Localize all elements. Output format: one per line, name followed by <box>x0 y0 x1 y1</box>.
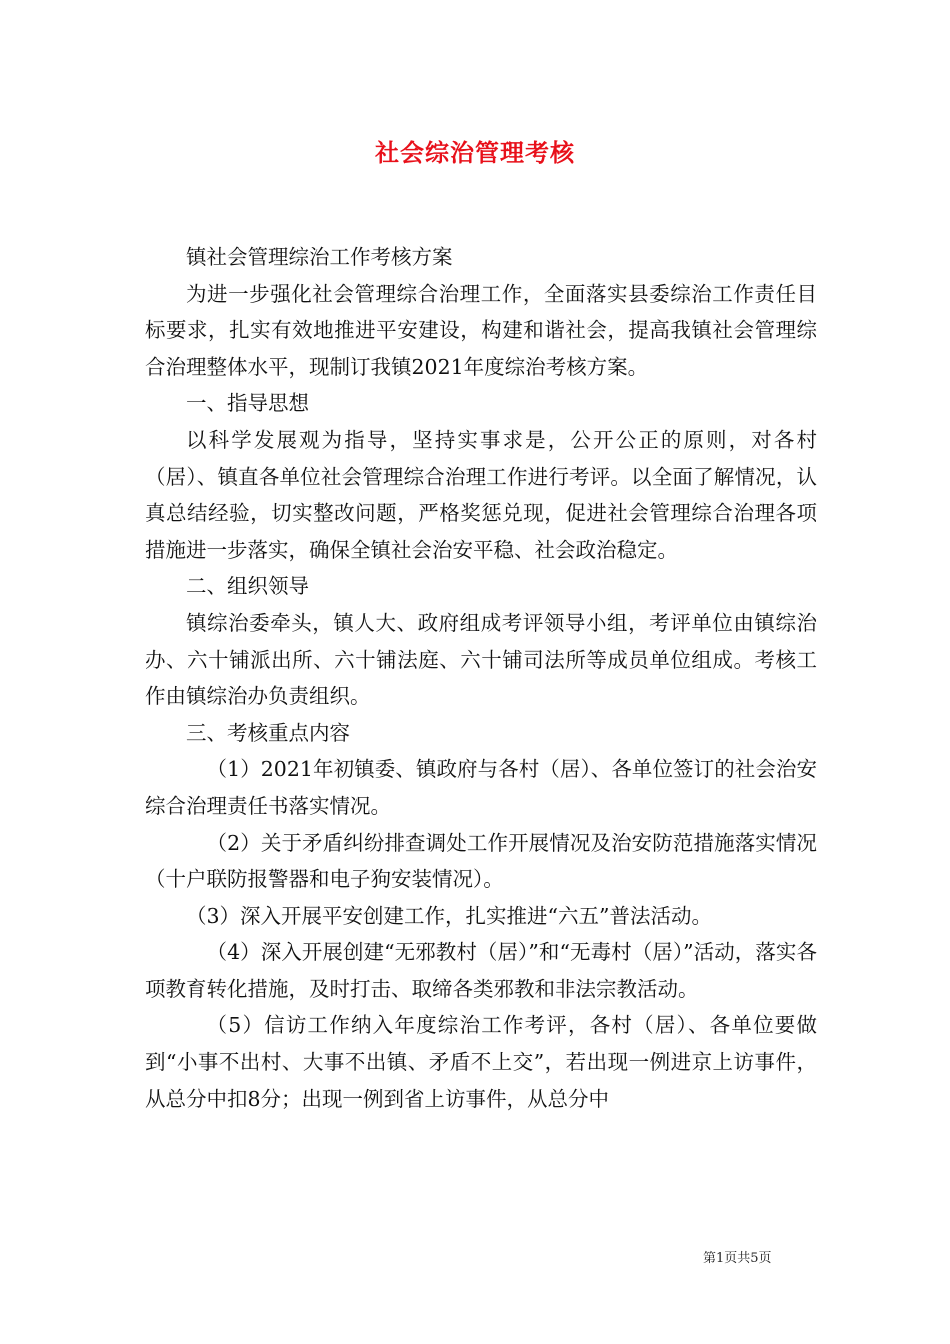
list-item-3: （3）深入开展平安创建工作，扎实推进“六五”普法活动。 <box>186 903 713 928</box>
document-body <box>145 239 817 1117</box>
paragraph-intro: 为进一步强化社会管理综合治理工作，全面落实县委综治工作责任目标要求，扎实有效地推进平安建设，构建和谐社会，提高我镇社会管理综合治理整体水平，现制订我镇2021年度综治考核方案。 <box>145 281 817 379</box>
section-heading-guiding-thought: 一、指导思想 <box>186 391 309 416</box>
document-title: 社会综治管理考核 <box>375 138 575 167</box>
paragraph-guiding-thought: 以科学发展观为指导，坚持实事求是，公开公正的原则，对各村（居）、镇直各单位社会管理综合治理工作进行考评。以全面了解情况，认真总结经验，切实整改问题，严格奖惩兑现，促进社会管理综合治理各项措施进一步落实，确保全镇社会治安平稳、社会政治稳定。 <box>145 427 817 562</box>
list-item-4: （4）深入开展创建“无邪教村（居）”和“无毒村（居）”活动，落实各项教育转化措施，及时打击、取缔各类邪教和非法宗教活动。 <box>145 940 817 1001</box>
section-heading-key-content: 三、考核重点内容 <box>186 720 350 745</box>
list-item-2: （2）关于矛盾纠纷排查调处工作开展情况及治安防范措施落实情况（十户联防报警器和电子狗安装情况）。 <box>145 830 817 892</box>
list-item-1: （1）2021年初镇委、镇政府与各村（居）、各单位签订的社会治安综合治理责任书落实情况。 <box>145 757 817 818</box>
list-item-5: （5）信访工作纳入年度综治工作考评，各村（居）、各单位要做到“小事不出村、大事不出镇、矛盾不上交”，若出现一例进京上访事件，从总分中扣8分；出现一例到省上访事件，从总分中 <box>145 1013 817 1111</box>
paragraph-subtitle: 镇社会管理综治工作考核方案 <box>186 245 453 269</box>
page-number-footer: 第1页共5页 <box>703 1251 772 1266</box>
paragraph-organization: 镇综治委牵头，镇人大、政府组成考评领导小组，考评单位由镇综治办、六十铺派出所、六十铺法庭、六十铺司法所等成员单位组成。考核工作由镇综治办负责组织。 <box>145 610 817 709</box>
section-heading-organization: 二、组织领导 <box>186 574 309 599</box>
